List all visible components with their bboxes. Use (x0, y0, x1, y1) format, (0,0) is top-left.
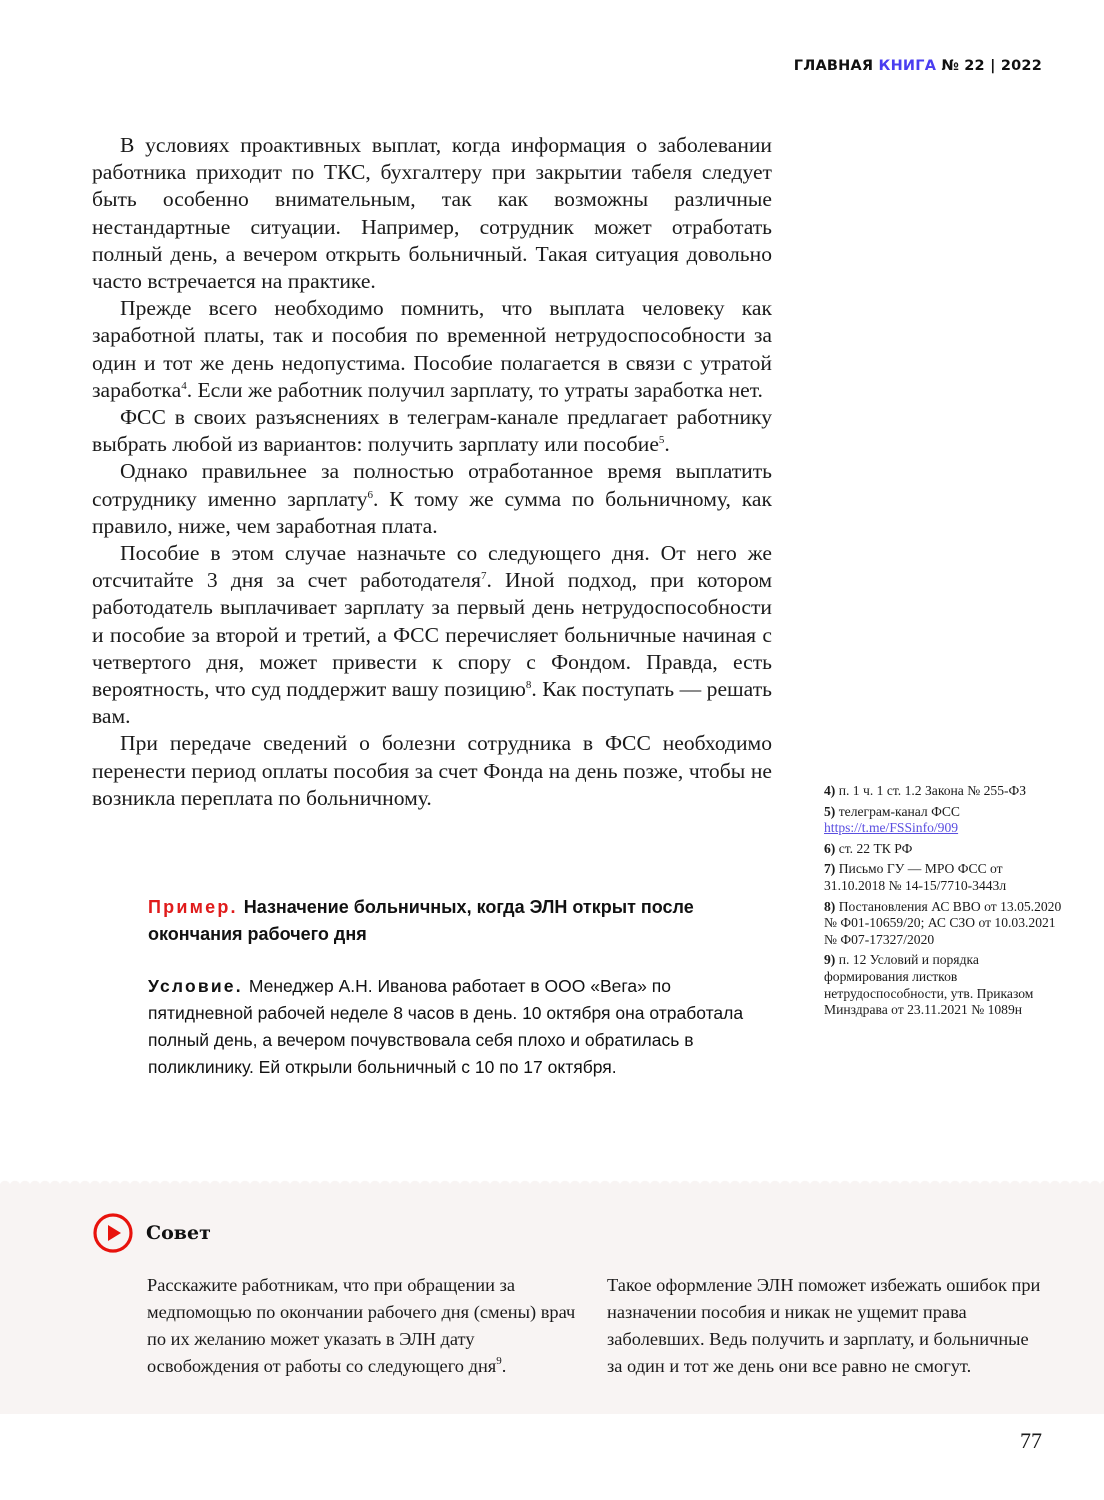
advice-text-left: Расскажите работникам, что при обращении за медпомощью по окончании рабочего дня (смены) врач по их желанию может указать в ЭЛН дату освобождения от работы со следующего дня$^9$. (147, 1275, 576, 1376)
brand-name-part2: КНИГА (878, 58, 937, 74)
footnote-item: 7) Письмо ГУ — МРО ФСС от 31.10.2018 № 14-15/7710-3443л (824, 861, 1007, 893)
advice-header (92, 1212, 211, 1254)
paragraph: ФСС в своих разъяснениях в телеграм-канале предлагает работнику выбрать любой из вариантов: получить зарплату или пособие$^5$. (92, 405, 772, 457)
article-body (92, 132, 772, 812)
telegram-link[interactable]: https://t.me/FSSinfo/909 (824, 820, 959, 836)
footnote-ref: 6 (367, 488, 373, 501)
example-title: Пример. Назначение больничных, когда ЭЛН открыт после окончания рабочего дня (148, 897, 694, 944)
footnote-item: 5) телеграм-канал ФСС https://t.me/FSSinfo/909 (824, 804, 1064, 837)
advice-text-right: Такое оформление ЭЛН поможет избежать ошибок при назначении пособия и никак не ущемит права заболевших. Ведь получить и зарплату, и больничные за один и тот же день они все равно не смогут. (607, 1275, 1041, 1376)
footnote-item: 8) Постановления АС ВВО от 13.05.2020 № Ф01-10659/20; АС СЗО от 10.03.2021 № Ф07-17327/2020 (824, 898, 1062, 947)
paragraph: При передаче сведений о болезни сотрудника в ФСС необходимо перенести период оплаты пособия за счет Фонда на день позже, чтобы не возникла переплата по больничному. (92, 731, 772, 810)
scalloped-edge (0, 1178, 1104, 1186)
paragraph: Однако правильнее за полностью отработанное время выплатить сотруднику именно зарплату$^6$. К тому же сумма по больничному, как правило, ниже, чем заработная плата. (92, 459, 772, 538)
footnote-ref: 9 (496, 1355, 502, 1367)
condition-label: Условие. (148, 976, 243, 996)
advice-box (0, 1184, 1104, 1414)
brand-name-part1: ГЛАВНАЯ (793, 58, 874, 74)
paragraph: Прежде всего необходимо помнить, что выплата человеку как заработной платы, так и пособия по временной нетрудоспособности за один и тот же день недопустима. Пособие полагается в связи с утратой заработка$^4$. Если же работник получил зарплату, то утраты заработка нет. (92, 296, 772, 402)
play-circle-icon (92, 1212, 134, 1254)
footnote-item: 4) п. 1 ч. 1 ст. 1.2 Закона № 255-ФЗ (824, 783, 1027, 798)
example-condition: Условие. Менеджер А.Н. Иванова работает в ООО «Вега» по пятидневной рабочей неделе 8 часов в день. 10 октября она отработала полный день, а вечером почувствовала себя плохо и обратилась в поликлинику. Ей открыли больничный с 10 по 17 октября. (148, 976, 744, 1077)
footnote-ref: 5 (658, 434, 665, 447)
example-label: Пример. (148, 897, 238, 917)
paragraph: В условиях проактивных выплат, когда информация о заболевании работника приходит по ТКС, бухгалтеру при закрытии табеля следует быть особенно внимательным, так как возможны различные нестандартные ситуации. Например, сотрудник может отработать полный день, а вечером открыть больничный. Такая ситуация довольно часто встречается на практике. (92, 133, 772, 294)
footnote-ref: 7 (480, 570, 487, 583)
issue-number: № 22 | 2022 (941, 58, 1042, 74)
footnote-item: 6) ст. 22 ТК РФ (824, 840, 913, 856)
footnote-ref: 4 (181, 379, 187, 392)
magazine-header (794, 58, 1042, 74)
footnote-ref: 8 (525, 679, 532, 692)
footnote-item: 9) п. 12 Условий и порядка формирования листков нетрудоспособности, утв. Приказом Минздрава от 23.11.2021 № 1089н (824, 952, 1034, 1018)
paragraph: Пособие в этом случае назначьте со следующего дня. От него же отсчитайте 3 дня за счет работодателя$^7$. Иной подход, при котором работодатель выплачивает зарплату за первый день нетрудоспособности и пособие за второй и третий, а ФСС перечисляет больничные начиная с четвертого дня, может привести к спору с Фондом. Правда, есть вероятность, что суд поддержит вашу позицию$^8$. Как поступать — решать вам. (92, 541, 772, 729)
footnotes-column (824, 783, 1064, 1023)
advice-title: Совет (146, 1222, 211, 1244)
page-number: 77 (1020, 1428, 1042, 1453)
example-box (148, 894, 748, 1081)
